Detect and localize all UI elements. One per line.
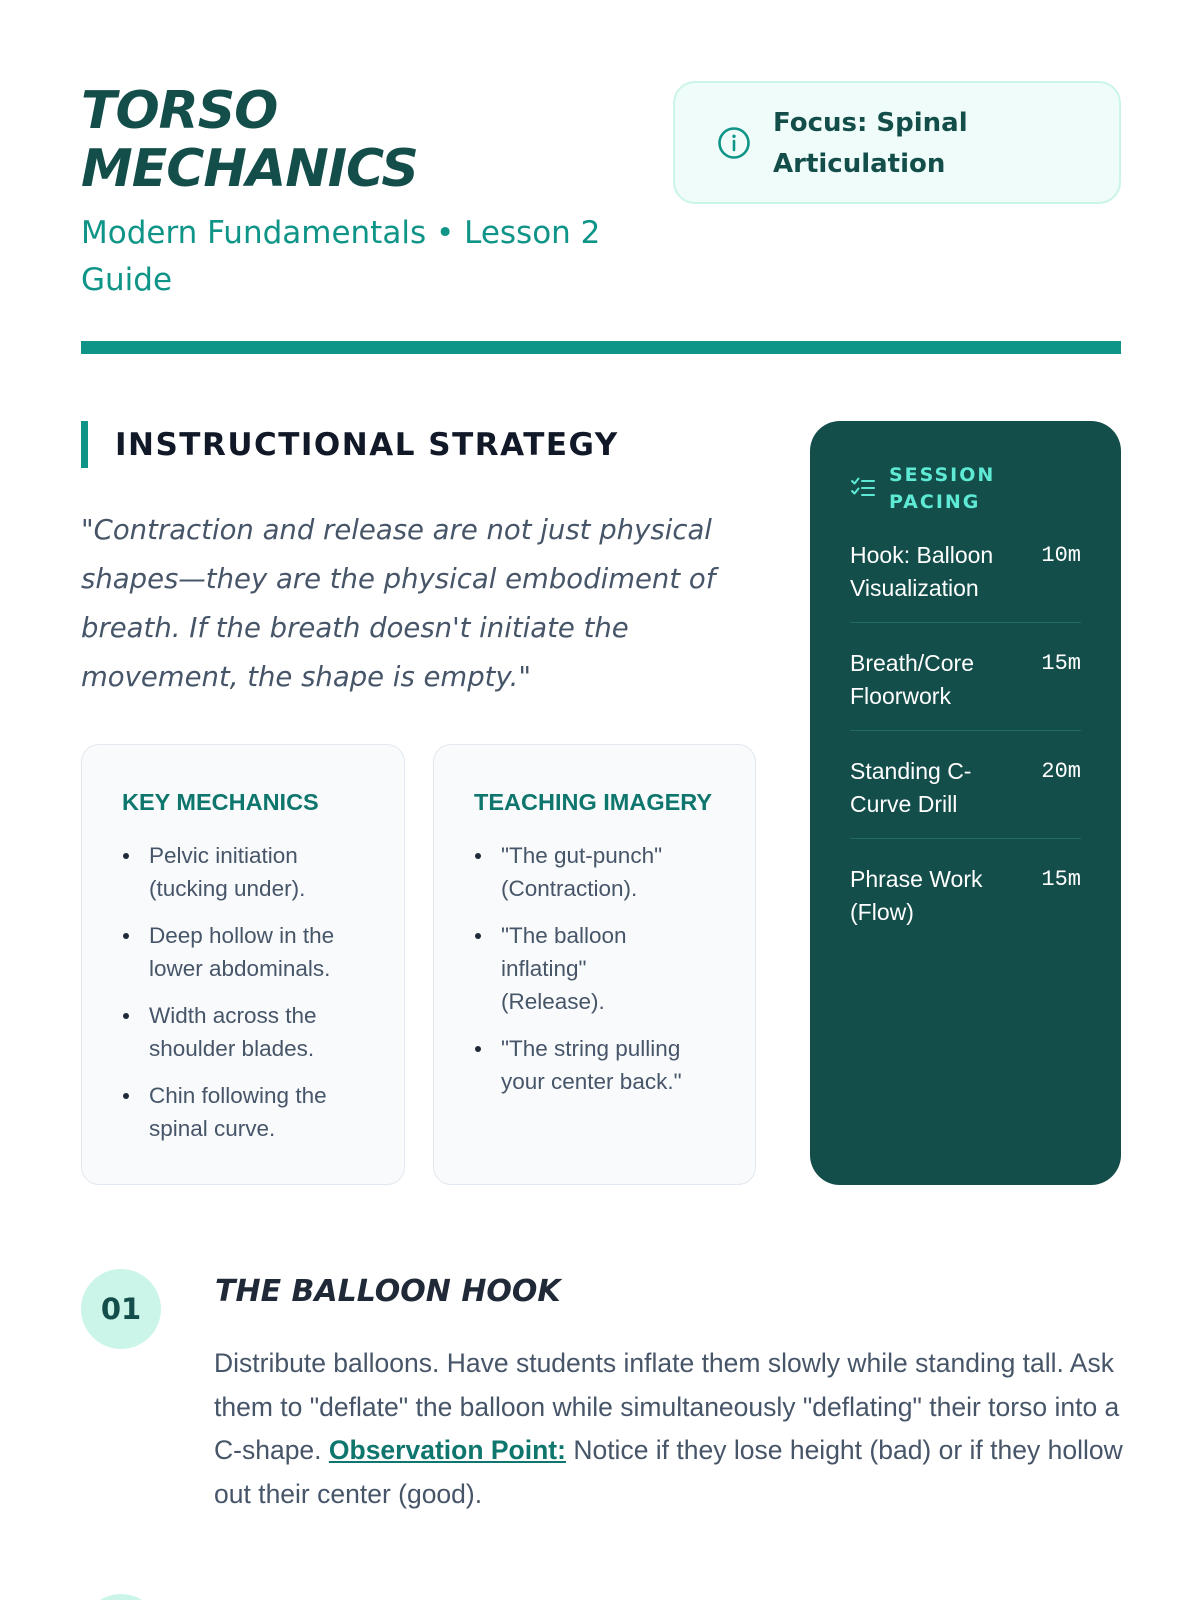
- step-body-start: Distribute balloons. Have students inflate them slowly while standing tall. Ask them to "deflate" the balloon while simultaneously "deflating" their torso into a C-shape.: [214, 1348, 1120, 1465]
- teaching-imagery-title: TEACHING IMAGERY: [474, 789, 713, 815]
- pacing-item: [850, 539, 1081, 623]
- list-item: Width across the shoulder blades.: [122, 999, 382, 1065]
- page-subtitle: Modern Fundamentals • Lesson 2 Guide: [81, 215, 601, 298]
- pacing-item-time: 20m: [1041, 759, 1081, 784]
- pacing-item-name: Breath/Core Floorwork: [850, 650, 975, 709]
- key-mechanics-title: KEY MECHANICS: [122, 789, 319, 815]
- teaching-imagery-card: [433, 744, 756, 1185]
- pacing-item-time: 15m: [1041, 867, 1081, 892]
- pacing-item-time: 15m: [1041, 651, 1081, 676]
- list-item: Pelvic initiation (tucking under).: [122, 839, 382, 905]
- step-number-badge: [81, 1269, 161, 1349]
- key-mechanics-list: [122, 839, 382, 1159]
- pacing-item: [850, 647, 1081, 731]
- step-number: 01: [100, 1292, 142, 1326]
- step-body-end: Notice if they lose height (bad) or if they hollow out their center (good).: [214, 1435, 1123, 1509]
- pacing-item-name: Phrase Work (Flow): [850, 866, 983, 925]
- session-pacing-panel: [810, 421, 1121, 1185]
- pacing-item-name: Standing C-Curve Drill: [850, 758, 972, 817]
- strategy-title: INSTRUCTIONAL STRATEGY: [115, 427, 619, 463]
- list-item: Deep hollow in the lower abdominals.: [122, 919, 382, 985]
- header-divider: [81, 341, 1121, 354]
- pacing-item-name: Hook: Balloon Visualization: [850, 542, 994, 601]
- step-title: THE BALLOON HOOK: [215, 1274, 561, 1309]
- page-title-line1: TORSO: [81, 81, 278, 141]
- session-pacing-title: SESSION PACING: [889, 464, 996, 513]
- list-item: Chin following the spinal curve.: [122, 1079, 382, 1145]
- pacing-item: [850, 755, 1081, 839]
- key-mechanics-card: [81, 744, 405, 1185]
- strategy-quote: "Contraction and release are not just physical shapes—they are the physical embodiment of breath. If the breath doesn't initiate the movement, the shape is empty.": [81, 514, 716, 693]
- list-item: "The gut-punch" (Contraction).: [474, 839, 714, 905]
- observation-point-label: Observation Point:: [328, 1435, 566, 1465]
- focus-text: Focus: Spinal Articulation: [773, 108, 968, 179]
- focus-callout: [673, 81, 1121, 204]
- pacing-item: [850, 863, 1081, 933]
- next-step-badge: [81, 1594, 161, 1600]
- pacing-item-time: 10m: [1041, 543, 1081, 568]
- list-item: "The string pulling your center back.": [474, 1032, 714, 1098]
- section-accent-bar: [81, 421, 88, 468]
- teaching-imagery-list: [474, 839, 714, 1112]
- info-circle-icon: [717, 126, 751, 160]
- step-body: [214, 1342, 1124, 1516]
- checklist-icon: [850, 476, 876, 500]
- page-title-line2: MECHANICS: [81, 139, 418, 199]
- list-item: "The balloon inflating" (Release).: [474, 919, 634, 1018]
